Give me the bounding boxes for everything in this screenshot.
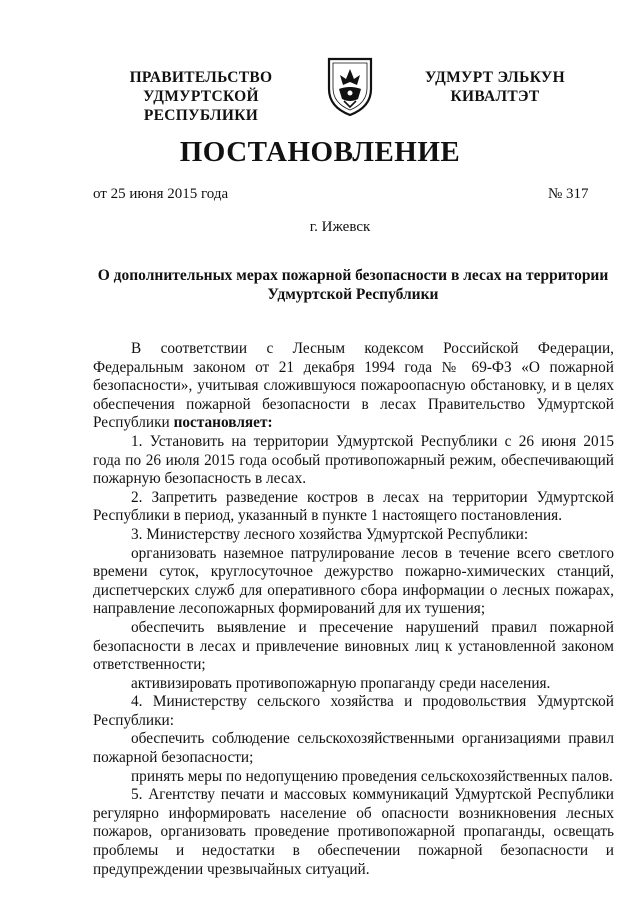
- header-left-line2: УДМУРТСКОЙ РЕСПУБЛИКИ: [143, 88, 259, 124]
- document-date: от 25 июня 2015 года: [93, 186, 229, 202]
- body-paragraph: обеспечить соблюдение сельскохозяйственными организациями правил пожарной безопасности;: [93, 730, 614, 767]
- document-heading: О дополнительных мерах пожарной безопасности в лесах на территории Удмуртской Республики: [97, 267, 609, 303]
- header-right-line2: КИВАЛТЭТ: [450, 88, 540, 105]
- document-number: № 317: [548, 186, 589, 202]
- document-city: г. Ижевск: [309, 219, 371, 235]
- body-paragraph: 5. Агентству печати и массовых коммуникаций Удмуртской Республики регулярно информировать население об опасности возникновения лесных пожаров, организовать проведение противопожарной пропаганды, освещать проблемы и недостатки в обеспечении пожарной безопасности и предупреждении чрезвычайных ситуаций.: [93, 786, 614, 878]
- body-paragraph: организовать наземное патрулирование лесов в течение всего светлого времени суток, круглосуточное дежурство пожарно-химических станций, диспетчерских служб для оперативного сбора информации о лесных пожарах, направление лесопожарных формирований для их тушения;: [93, 544, 614, 618]
- header-right-line1: УДМУРТ ЭЛЬКУН: [425, 69, 565, 86]
- document-body: [93, 340, 614, 879]
- header-left-line1: ПРАВИТЕЛЬСТВО: [129, 69, 273, 86]
- body-paragraph: принять меры по недопущению проведения сельскохозяйственных палов.: [131, 767, 613, 785]
- decree-word: постановляет:: [173, 414, 273, 432]
- coat-of-arms-emblem: [325, 55, 375, 117]
- preamble-paragraph: [93, 340, 614, 433]
- government-name-ru: [86, 68, 316, 125]
- government-name-udm: [420, 68, 570, 106]
- body-paragraph: 1. Установить на территории Удмуртской Республики с 26 июня 2015 года по 26 июля 2015 года особый противопожарный режим, обеспечивающий пожарную безопасность в лесах.: [93, 432, 614, 488]
- body-paragraph: активизировать противопожарную пропаганду среди населения.: [131, 674, 551, 692]
- preamble-text: В соответствии с Лесным кодексом Российской Федерации, Федеральным законом от 21 декабря 1994 года № 69-ФЗ «О пожарной безопасности», учитывая сложившуюся пожароопасную обстановку, и в целях обеспечения пожарной безопасности в лесах Правительство Удмуртской Республики: [93, 340, 614, 432]
- body-paragraph: обеспечить выявление и пресечение нарушений правил пожарной безопасности в лесах и привлечение виновных лиц к установленной законом ответственности;: [93, 618, 614, 674]
- body-paragraph: 2. Запретить разведение костров в лесах на территории Удмуртской Республики в период, указанный в пункте 1 настоящего постановления.: [93, 488, 614, 525]
- body-paragraph: 3. Министерству лесного хозяйства Удмуртской Республики:: [131, 525, 529, 543]
- document-title: ПОСТАНОВЛЕНИЕ: [179, 136, 461, 168]
- body-paragraph: 4. Министерству сельского хозяйства и продовольствия Удмуртской Республики:: [93, 693, 614, 729]
